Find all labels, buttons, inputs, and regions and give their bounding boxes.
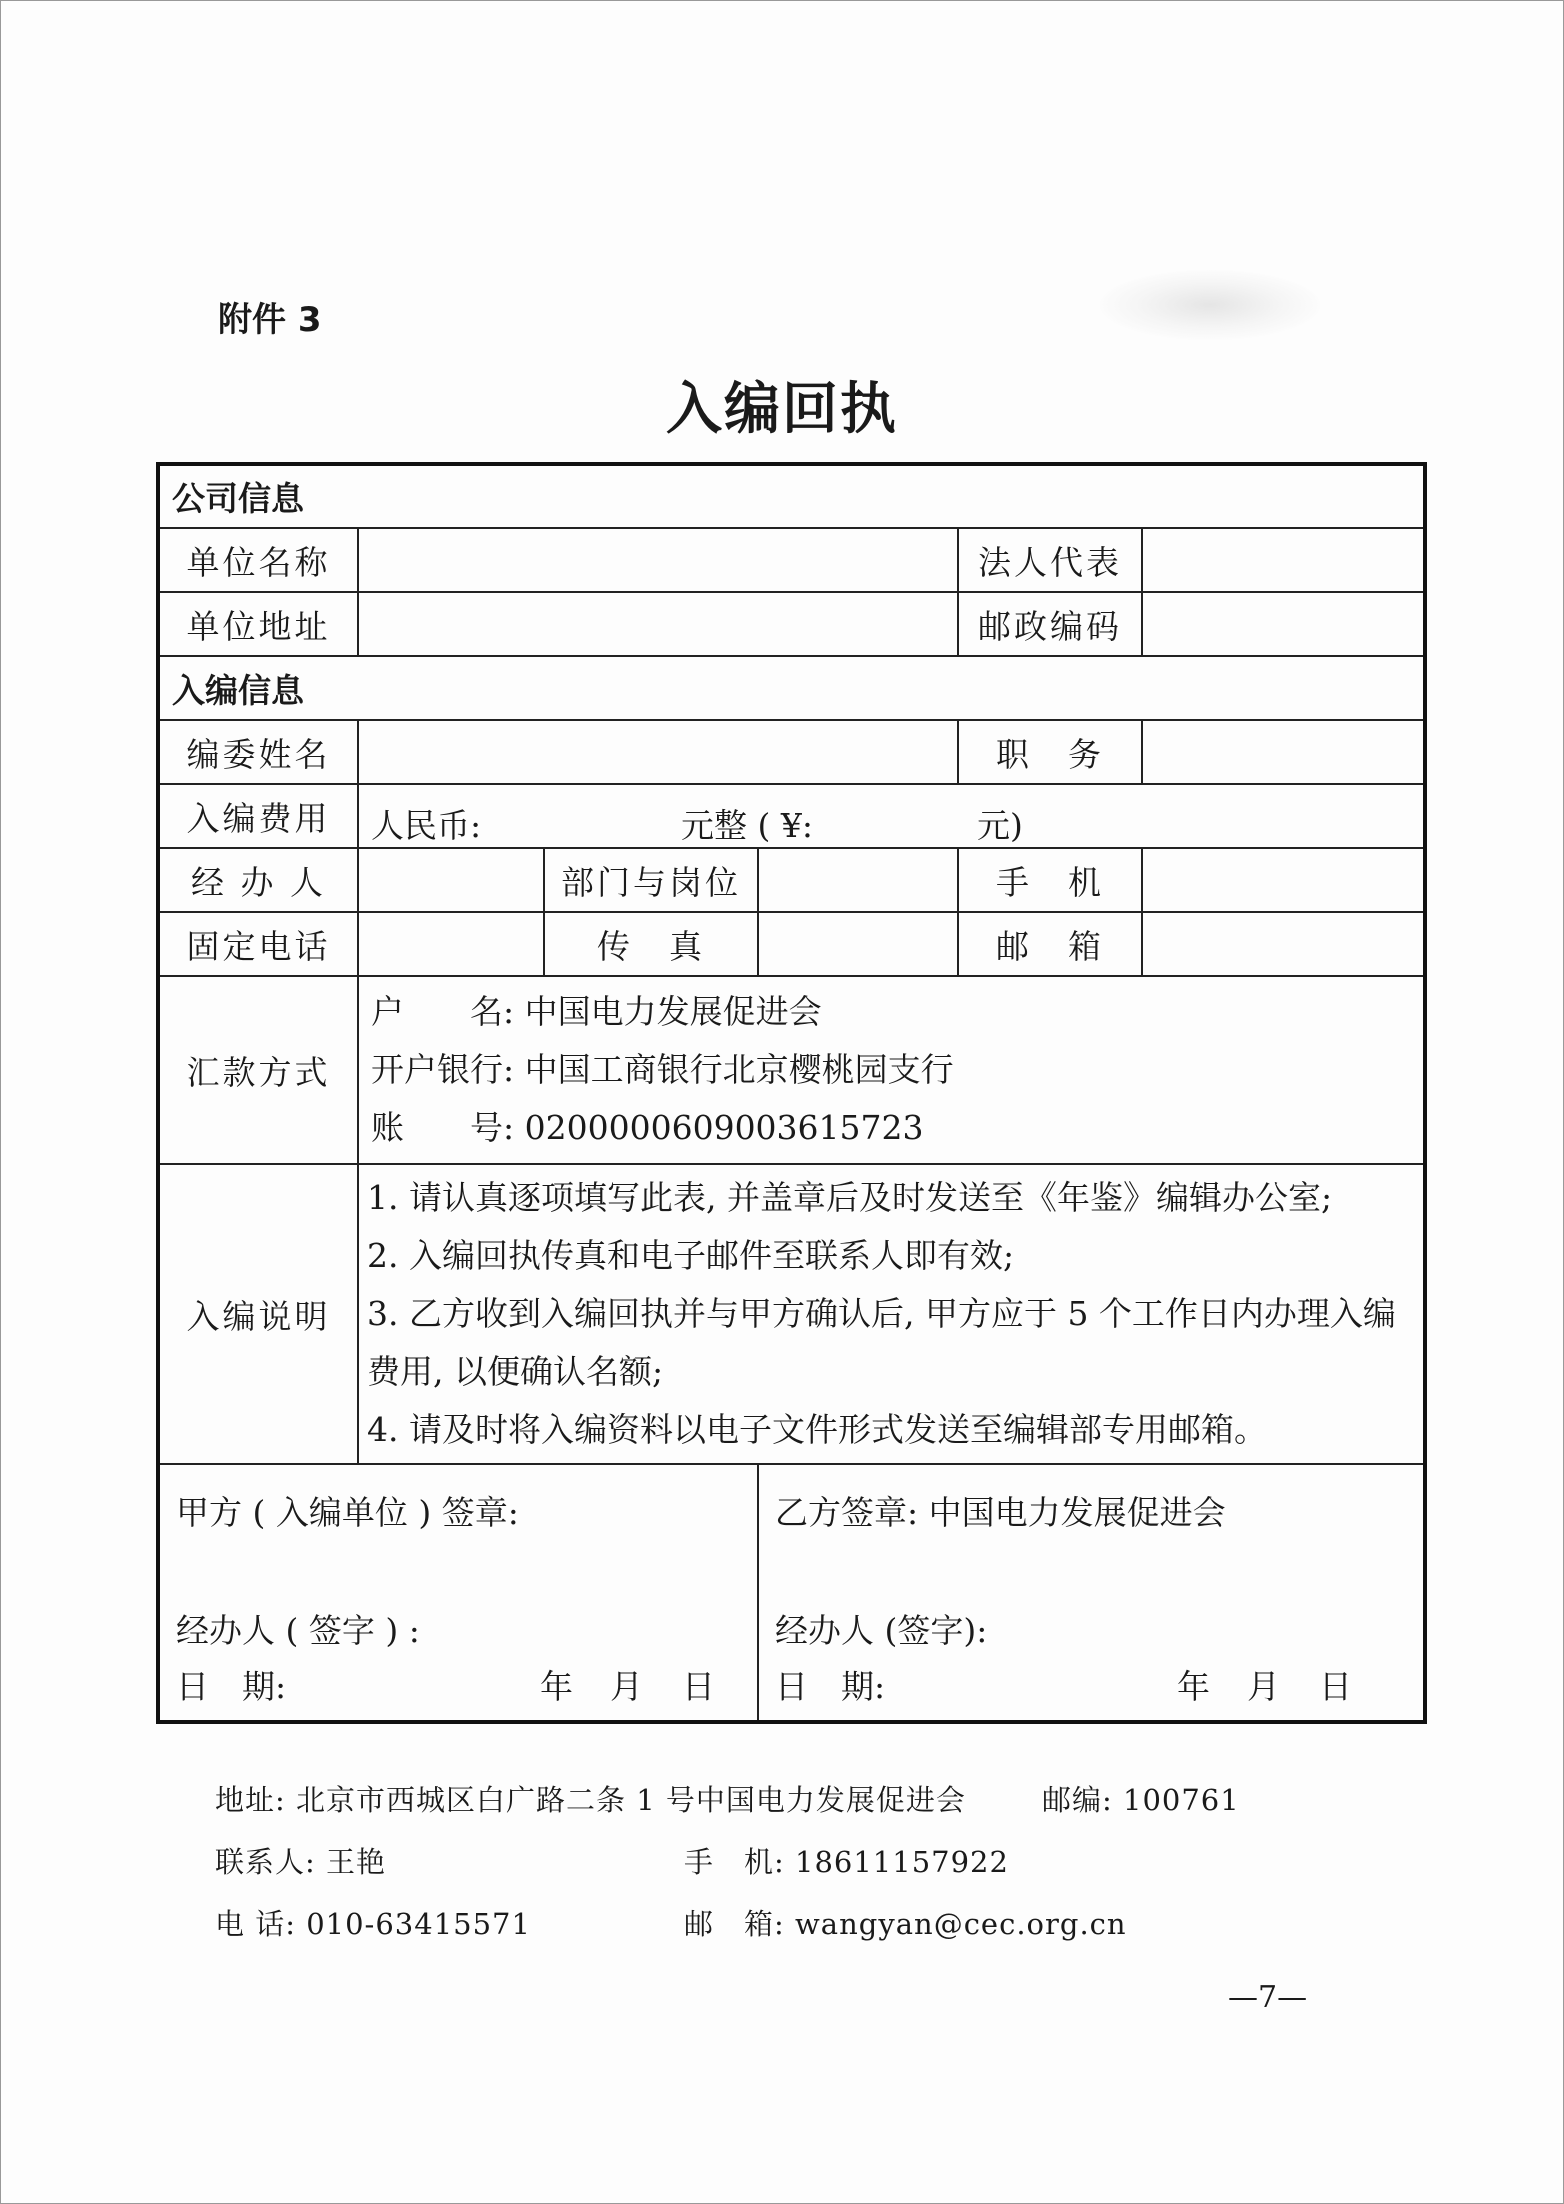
page-number: —7— (1228, 1980, 1308, 2015)
company-section-heading: 公司信息 (158, 464, 1425, 528)
party-b-year-label: 年 (1177, 1667, 1210, 1706)
company-name-field[interactable] (358, 528, 958, 592)
email-field[interactable] (1142, 912, 1425, 976)
instruction-3: 3. 乙方收到入编回执并与甲方确认后, 甲方应于 5 个工作日内办理入编 (367, 1294, 1396, 1333)
dept-label: 部门与岗位 (544, 848, 758, 912)
legal-rep-field[interactable] (1142, 528, 1425, 592)
legal-rep-label: 法人代表 (958, 528, 1142, 592)
phone-row (158, 912, 1425, 976)
footer-postcode: 邮编: 100761 (1042, 1783, 1240, 1817)
party-a-month-label: 月 (610, 1667, 643, 1706)
mobile-field[interactable] (1142, 848, 1425, 912)
phone-field[interactable] (358, 912, 544, 976)
remittance-label: 汇款方式 (158, 976, 358, 1164)
postcode-field[interactable] (1142, 592, 1425, 656)
company-name-label: 单位名称 (158, 528, 358, 592)
remittance-row (158, 976, 1425, 1164)
email-label: 邮 箱 (958, 912, 1142, 976)
company-address-field[interactable] (358, 592, 958, 656)
party-b-day-label: 日 (1319, 1667, 1352, 1706)
editor-row (158, 720, 1425, 784)
mobile-label: 手 机 (958, 848, 1142, 912)
position-label: 职 务 (958, 720, 1142, 784)
party-a-year-label: 年 (540, 1667, 573, 1706)
fee-whole-text: 元整 ( ¥: (681, 806, 813, 845)
fee-yuan-text: 元) (977, 806, 1023, 845)
remittance-bank: 开户银行: 中国工商银行北京樱桃园支行 (371, 1050, 954, 1089)
party-a-signature-area[interactable] (158, 1464, 758, 1722)
handler-row (158, 848, 1425, 912)
instructions-row (158, 1164, 1425, 1464)
party-b-seal-label: 乙方签章: 中国电力发展促进会 (775, 1493, 1226, 1532)
party-b-handler-label: 经办人 (签字): (775, 1611, 988, 1650)
party-a-date-label: 日 期: (176, 1667, 287, 1706)
remittance-account-name: 户 名: 中国电力发展促进会 (371, 992, 822, 1031)
party-b-signature-area[interactable] (758, 1464, 1425, 1722)
fee-field[interactable] (358, 784, 1425, 848)
handler-field[interactable] (358, 848, 544, 912)
instruction-2: 2. 入编回执传真和电子邮件至联系人即有效; (367, 1236, 1015, 1275)
instructions-details (358, 1164, 1425, 1464)
remittance-details (358, 976, 1425, 1164)
scan-artifact (1100, 270, 1320, 340)
editor-name-label: 编委姓名 (158, 720, 358, 784)
instruction-3-cont: 费用, 以便确认名额; (367, 1352, 664, 1391)
postcode-label: 邮政编码 (958, 592, 1142, 656)
handler-label: 经 办 人 (158, 848, 358, 912)
remittance-account-number: 账 号: 0200000609003615723 (371, 1108, 924, 1147)
footer-mobile: 手 机: 18611157922 (684, 1845, 1009, 1879)
footer-email: 邮 箱: wangyan@cec.org.cn (684, 1907, 1127, 1941)
fee-rmb-text: 人民币: (371, 806, 482, 845)
company-name-row (158, 528, 1425, 592)
fee-label: 入编费用 (158, 784, 358, 848)
signature-row (158, 1464, 1425, 1722)
instructions-label: 入编说明 (158, 1164, 358, 1464)
fee-row (158, 784, 1425, 848)
editor-name-field[interactable] (358, 720, 958, 784)
attachment-label: 附件 3 (218, 300, 322, 340)
party-b-month-label: 月 (1247, 1667, 1280, 1706)
footer-contact: 联系人: 王艳 (215, 1845, 386, 1879)
phone-label: 固定电话 (158, 912, 358, 976)
party-a-day-label: 日 (682, 1667, 715, 1706)
party-a-handler-label: 经办人 ( 签字 ) : (176, 1611, 420, 1650)
position-field[interactable] (1142, 720, 1425, 784)
footer-phone: 电 话: 010-63415571 (215, 1907, 531, 1941)
fax-label: 传 真 (544, 912, 758, 976)
entry-section-heading: 入编信息 (158, 656, 1425, 720)
form-title: 入编回执 (666, 377, 898, 442)
dept-field[interactable] (758, 848, 958, 912)
company-address-row (158, 592, 1425, 656)
fax-field[interactable] (758, 912, 958, 976)
footer-address: 地址: 北京市西城区白广路二条 1 号中国电力发展促进会 (215, 1783, 966, 1817)
company-section-row (158, 464, 1425, 528)
party-a-seal-label: 甲方 ( 入编单位 ) 签章: (176, 1493, 519, 1532)
receipt-form-table (156, 462, 1427, 1724)
instruction-4: 4. 请及时将入编资料以电子文件形式发送至编辑部专用邮箱。 (367, 1410, 1267, 1449)
entry-section-row (158, 656, 1425, 720)
instruction-1: 1. 请认真逐项填写此表, 并盖章后及时发送至《年鉴》编辑办公室; (367, 1178, 1333, 1217)
party-b-date-label: 日 期: (775, 1667, 886, 1706)
company-address-label: 单位地址 (158, 592, 358, 656)
